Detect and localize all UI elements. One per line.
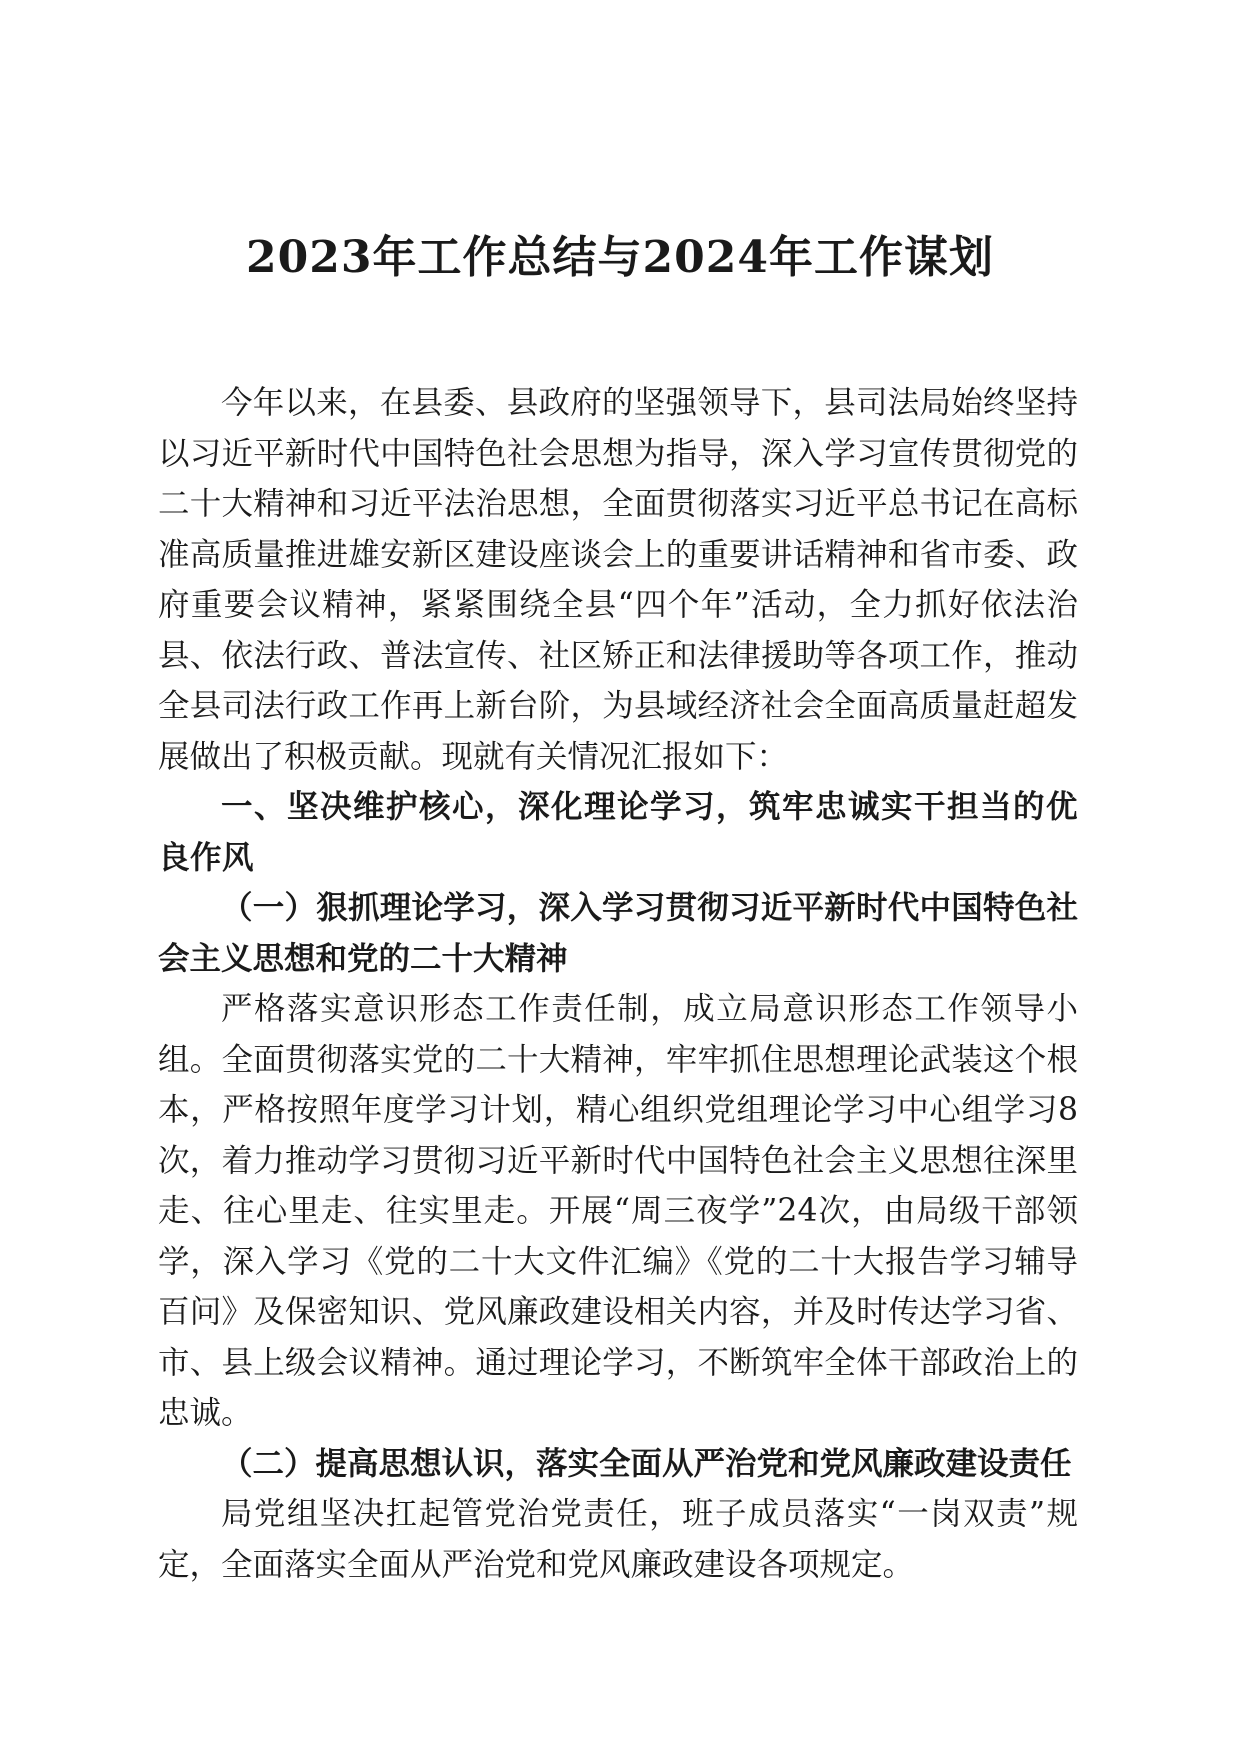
subsection-2-heading: （二）提高思想认识，落实全面从严治党和党风廉政建设责任 bbox=[221, 1444, 1072, 1482]
section-1-heading: 一、坚决维护核心，深化理论学习，筑牢忠诚实干担当的优良作风 bbox=[158, 789, 1078, 876]
document-body bbox=[158, 378, 1078, 1590]
subsection-1-heading: （一）狠抓理论学习，深入学习贯彻习近平新时代中国特色社会主义思想和党的二十大精神 bbox=[158, 889, 1078, 977]
subsection-2-body: 局党组坚决扛起管党治党责任，班子成员落实“一岗双责”规定，全面落实全面从严治党和党风廉政建设各项规定。 bbox=[158, 1496, 1078, 1583]
subsection-1-body: 严格落实意识形态工作责任制，成立局意识形态工作领导小组。全面贯彻落实党的二十大精神，牢牢抓住思想理论武装这个根本，严格按照年度学习计划，精心组织党组理论学习中心组学习8次，着力推动学习贯彻习近平新时代中国特色社会主义思想往深里走、往心里走、往实里走。开展“周三夜学”24次，由局级干部领学，深入学习《党的二十大文件汇编》《党的二十大报告学习辅导百问》及保密知识、党风廉政建设相关内容，并及时传达学习省、市、县上级会议精神。通过理论学习，不断筑牢全体干部政治上的忠诚。 bbox=[158, 991, 1078, 1431]
intro-paragraph: 今年以来，在县委、县政府的坚强领导下，县司法局始终坚持以习近平新时代中国特色社会思想为指导，深入学习宣传贯彻党的二十大精神和习近平法治思想，全面贯彻落实习近平总书记在高标准高质量推进雄安新区建设座谈会上的重要讲话精神和省市委、政府重要会议精神，紧紧围绕全县“四个年”活动，全力抓好依法治县、依法行政、普法宣传、社区矫正和法律援助等各项工作，推动全县司法行政工作再上新台阶，为县域经济社会全面高质量赶超发展做出了积极贡献。现就有关情况汇报如下： bbox=[158, 385, 1078, 775]
document-title: 2023年工作总结与2024年工作谋划 bbox=[246, 232, 994, 283]
